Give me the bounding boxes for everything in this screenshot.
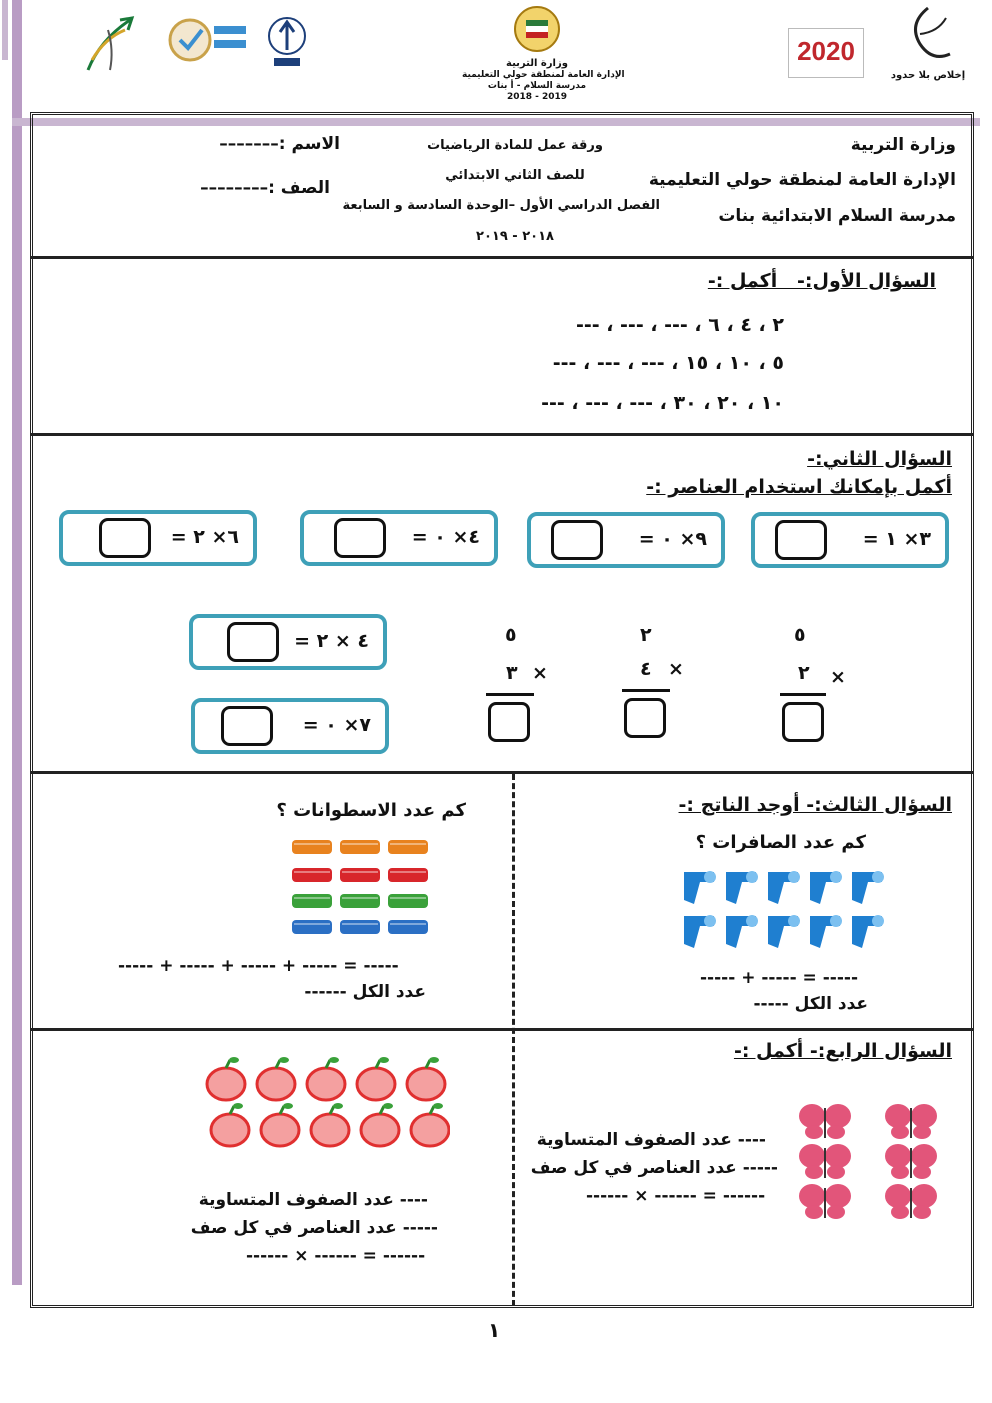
q2-item-2	[527, 512, 725, 568]
q4-left-rows[interactable]: ---- عدد الصفوف المتساوية	[198, 1190, 428, 1210]
q4-left-equation[interactable]: ------ × ------ = ------	[246, 1246, 426, 1266]
slogan-swoosh-icon	[898, 4, 958, 66]
q2-title: السؤال الثاني:-	[807, 448, 952, 470]
ministry-line-2: الإدارة العامة لمنطقة حولي التعليمية	[462, 70, 625, 80]
worksheet-grade: للصف الثاني الابتدائي	[445, 168, 585, 183]
q2-equation: ٩× ٠ =	[638, 528, 707, 550]
ministry-line-3: مدرسة السلام - أ بنات	[487, 81, 587, 91]
ministry-line-4: 2018 - 2019	[506, 92, 568, 102]
q3-cylinders-question: كم عدد الاسطوانات ؟	[276, 800, 466, 821]
q3-whistles-equation[interactable]: ----- + ----- = -----	[700, 968, 858, 988]
arrow-logo-icon	[80, 10, 140, 80]
q1-title: السؤال الأول:- أكمل :-	[707, 270, 936, 292]
multiply-sign: ×	[532, 662, 548, 684]
worksheet-subject: ورقة عمل للمادة الرياضيات	[427, 138, 603, 153]
ministry-line-1: وزارة التربية	[506, 58, 568, 69]
apples-grid	[204, 1026, 450, 1152]
q1-sequence-2[interactable]: ٥ ، ١٠ ، ١٥ ، --- ، --- ، ---	[552, 352, 784, 374]
answer-box[interactable]	[221, 706, 273, 746]
butterflies-grid	[798, 1102, 948, 1220]
q2-equation: ٣× ١ =	[862, 528, 931, 550]
answer-box[interactable]	[227, 622, 279, 662]
q3-cylinders-total[interactable]: عدد الكل ------	[304, 982, 426, 1002]
page-number: ١	[488, 1318, 501, 1342]
multiply-sign: ×	[830, 666, 846, 688]
q2-item-5	[189, 614, 387, 670]
answer-box[interactable]	[551, 520, 603, 560]
side-decor-bar-small	[2, 0, 8, 60]
slogan-logo	[888, 4, 968, 86]
vertical-answer-box[interactable]	[782, 702, 824, 742]
answer-box[interactable]	[334, 518, 386, 558]
vertical-top: ٥	[505, 624, 517, 646]
q3-whistles-question: كم عدد الصافرات ؟	[695, 832, 866, 853]
ministry-name: وزارة التربية	[850, 135, 956, 155]
vision-text: 2020	[797, 36, 855, 66]
directorate-name: الإدارة العامة لمنطقة حولي التعليمية	[648, 170, 956, 190]
divider-3	[30, 771, 974, 774]
q2-item-1	[751, 512, 949, 568]
student-class-field[interactable]: الصف :––––––––	[200, 178, 330, 198]
vertical-rule	[780, 693, 826, 696]
vertical-top: ٥	[794, 624, 806, 646]
vertical-answer-box[interactable]	[624, 698, 666, 738]
vertical-bottom: ٣	[506, 662, 518, 684]
q1-sequence-3[interactable]: ١٠ ، ٢٠ ، ٣٠ ، --- ، --- ، ---	[541, 392, 784, 414]
whistles-grid	[676, 866, 886, 956]
cylinder-row-orange	[292, 840, 428, 854]
q3-whistles-total[interactable]: عدد الكل -----	[753, 994, 868, 1014]
q2-subtitle: أكمل بإمكانك استخدام العناصر :-	[646, 476, 952, 498]
answer-box[interactable]	[775, 520, 827, 560]
q4-right-rows[interactable]: ---- عدد الصفوف المتساوية	[536, 1130, 766, 1150]
multiply-sign: ×	[668, 658, 684, 680]
cylinders-grid	[290, 836, 430, 940]
q4-right-items[interactable]: ----- عدد العناصر في كل صف	[530, 1158, 778, 1178]
side-decor-bar	[12, 0, 22, 1285]
divider-1	[30, 256, 974, 259]
slogan-text: إخلاص بلا حدود	[890, 70, 966, 81]
vertical-divider	[512, 774, 515, 1306]
q2-item-6	[191, 698, 389, 754]
q4-right-equation[interactable]: ------ × ------ = ------	[586, 1186, 766, 1206]
school-info	[648, 126, 956, 236]
ministry-header	[462, 4, 625, 110]
q2-item-3	[300, 510, 498, 566]
vertical-rule	[486, 693, 534, 696]
worksheet-year: ٢٠١٨ - ٢٠١٩	[476, 229, 554, 244]
vertical-answer-box[interactable]	[488, 702, 530, 742]
q2-item-4	[59, 510, 257, 566]
q4-left-items[interactable]: ----- عدد العناصر في كل صف	[190, 1218, 438, 1238]
q4-title: السؤال الرابع:- أكمل :-	[733, 1040, 952, 1062]
divider-2	[30, 433, 974, 436]
student-name-field[interactable]: الاسم :–––––––	[219, 134, 340, 154]
vertical-rule	[622, 689, 670, 692]
q1-sequence-1[interactable]: ٢ ، ٤ ، ٦ ، --- ، --- ، ---	[575, 314, 784, 336]
vertical-top: ٢	[640, 624, 652, 646]
ministry-emblem-icon	[512, 4, 562, 54]
takatof-logo-icon	[266, 16, 308, 72]
q2-equation: ٤ × ٢ =	[294, 630, 369, 652]
school-logo-icon	[166, 12, 250, 68]
q2-equation: ٦× ٢ =	[170, 526, 239, 548]
vertical-bottom: ٤	[640, 658, 652, 680]
q2-equation: ٧× ٠ =	[302, 714, 371, 736]
worksheet-info	[342, 132, 660, 254]
q3-title: السؤال الثالث:- أوجد الناتج :-	[678, 794, 952, 816]
divider-4	[30, 1028, 974, 1031]
q2-equation: ٤× ٠ =	[411, 526, 480, 548]
vertical-bottom: ٢	[798, 662, 810, 684]
vision-logo	[788, 28, 864, 78]
school-name: مدرسة السلام الابتدائية بنات	[718, 206, 956, 226]
q3-cylinders-equation[interactable]: ----- + ----- + ----- + ----- = -----	[118, 956, 399, 976]
worksheet-unit: الفصل الدراسي الأول –الوحدة السادسة و السابعة	[342, 198, 660, 213]
answer-box[interactable]	[99, 518, 151, 558]
